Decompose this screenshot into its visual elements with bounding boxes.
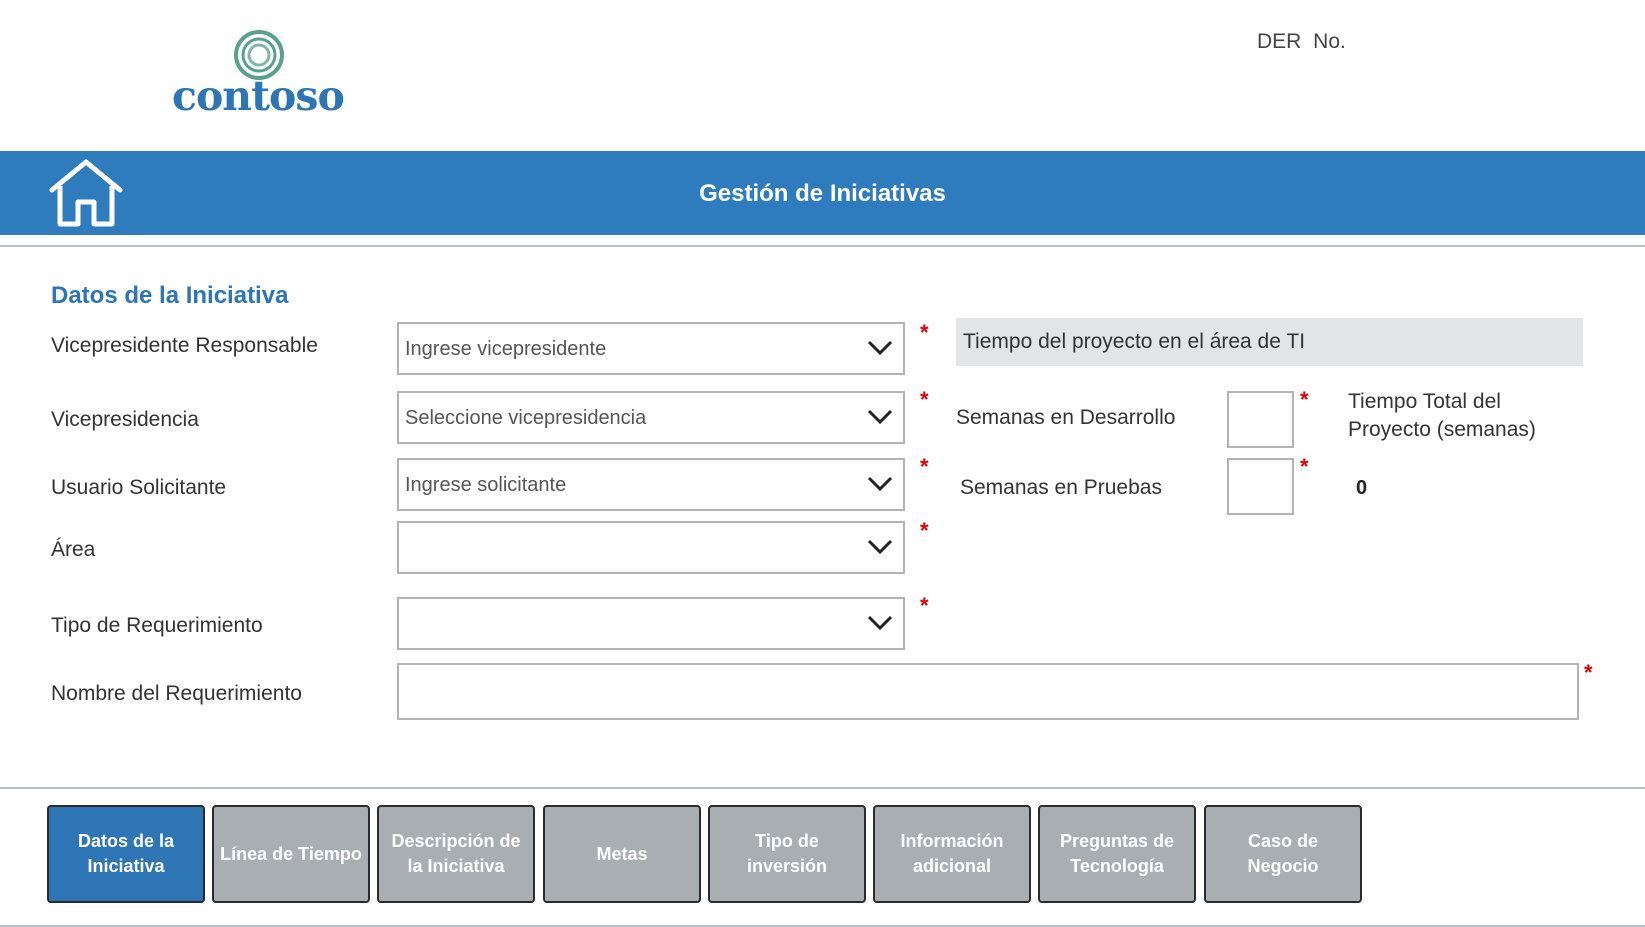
tab-caso-negocio[interactable]: Caso de Negocio — [1204, 805, 1362, 903]
pruebas-label: Semanas en Pruebas — [960, 476, 1162, 499]
vicepresidente-label: Vicepresidente Responsable — [51, 334, 318, 357]
desarrollo-label: Semanas en Desarrollo — [956, 406, 1176, 429]
chevron-down-icon — [867, 339, 893, 357]
contoso-logo-text: contoso — [172, 72, 344, 120]
nombre-input[interactable] — [397, 663, 1579, 720]
tab-linea-tiempo[interactable]: Línea de Tiempo — [212, 805, 370, 903]
tab-preguntas-tecnologia[interactable]: Preguntas de Tecnología — [1038, 805, 1196, 903]
nombre-label: Nombre del Requerimiento — [51, 682, 302, 705]
required-marker: * — [1300, 387, 1309, 412]
page-title: Gestión de Iniciativas — [699, 180, 946, 207]
area-dropdown[interactable] — [397, 521, 905, 574]
vicepresidente-placeholder: Ingrese vicepresidente — [405, 338, 607, 360]
der-number-label: DER No. — [1257, 30, 1346, 53]
chevron-down-icon — [867, 408, 893, 426]
area-label: Área — [51, 538, 96, 561]
required-marker: * — [920, 454, 929, 479]
vicepresidencia-dropdown[interactable] — [397, 391, 905, 444]
tiempo-header — [956, 318, 1583, 366]
vicepresidencia-label: Vicepresidencia — [51, 408, 199, 431]
section-title: Datos de la Iniciativa — [51, 282, 289, 309]
required-marker: * — [1300, 454, 1309, 479]
divider-bottom — [0, 787, 1645, 789]
chevron-down-icon — [867, 538, 893, 556]
tiempo-header-label: Tiempo del proyecto en el área de TI — [963, 330, 1306, 353]
divider-top — [0, 245, 1645, 247]
usuario-dropdown[interactable] — [397, 458, 905, 511]
tab-descripcion-iniciativa[interactable]: Descripción de la Iniciativa — [377, 805, 535, 903]
required-marker: * — [1584, 660, 1593, 685]
tab-tipo-inversion[interactable]: Tipo de inversión — [708, 805, 866, 903]
required-marker: * — [920, 593, 929, 618]
chevron-down-icon — [867, 475, 893, 493]
tipo-dropdown[interactable] — [397, 597, 905, 650]
desarrollo-input[interactable] — [1227, 391, 1294, 448]
tab-informacion-adicional[interactable]: Información adicional — [873, 805, 1031, 903]
required-marker: * — [920, 387, 929, 412]
total-label: Tiempo Total del Proyecto (semanas) — [1348, 390, 1536, 441]
tab-metas[interactable]: Metas — [543, 805, 701, 903]
usuario-label: Usuario Solicitante — [51, 476, 227, 499]
chevron-down-icon — [867, 614, 893, 632]
required-marker: * — [920, 518, 929, 543]
pruebas-input[interactable] — [1227, 458, 1294, 515]
tab-datos-iniciativa[interactable]: Datos de la Iniciativa — [47, 805, 205, 903]
required-marker: * — [920, 320, 929, 345]
total-value: 0 — [1356, 477, 1368, 499]
vicepresidente-dropdown[interactable] — [397, 322, 905, 375]
usuario-placeholder: Ingrese solicitante — [405, 474, 567, 496]
vicepresidencia-placeholder: Seleccione vicepresidencia — [405, 407, 647, 429]
tipo-label: Tipo de Requerimiento — [51, 614, 263, 637]
